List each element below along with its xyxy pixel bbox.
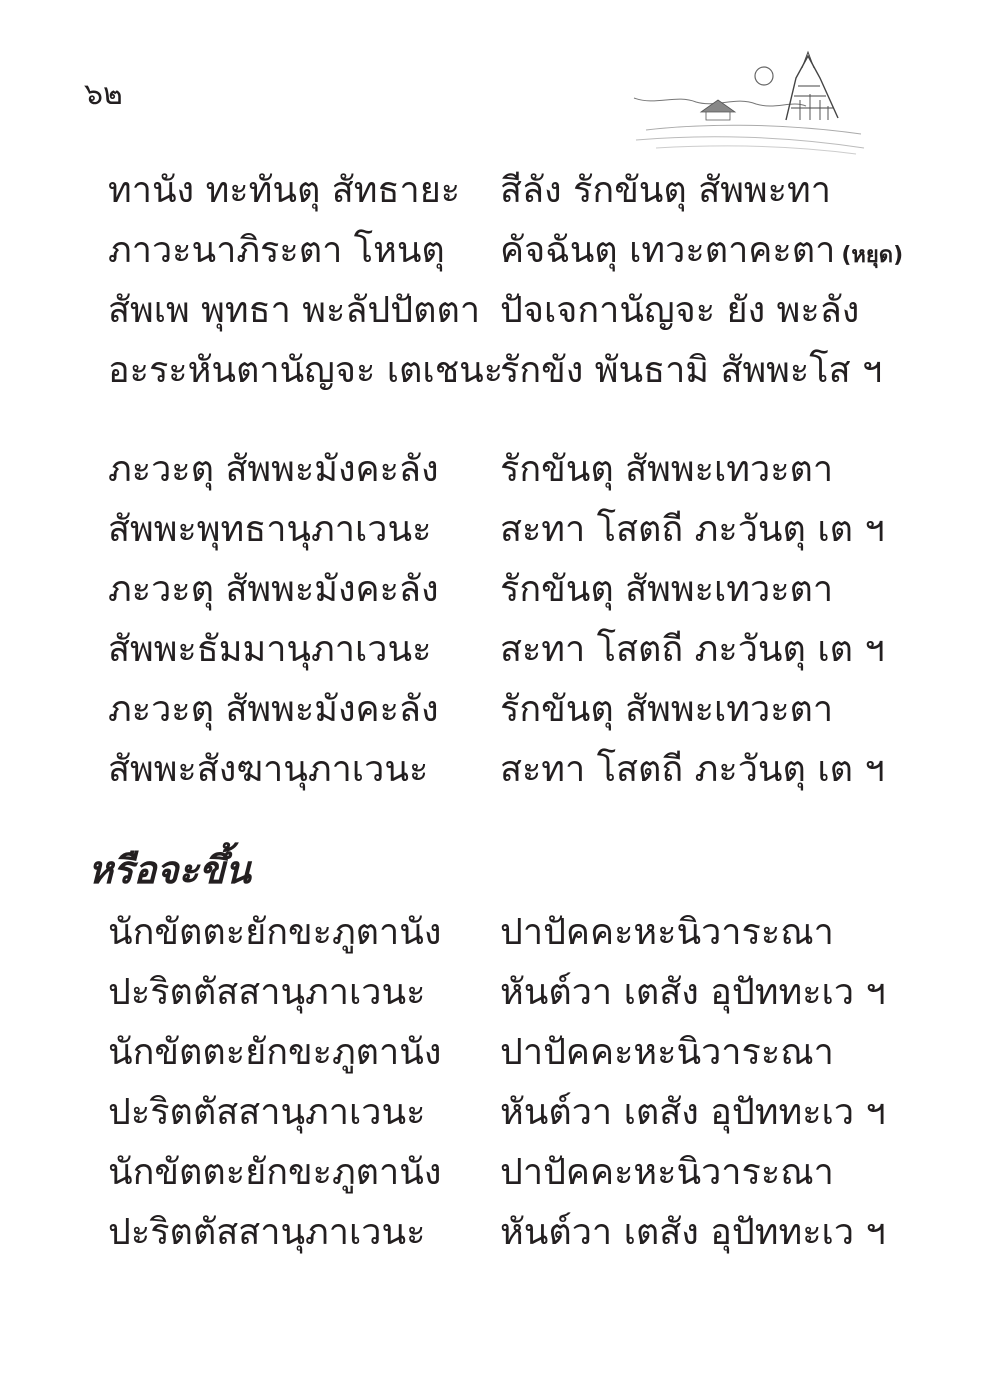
verse-row xyxy=(0,221,1000,281)
verse-left: ทานัง ทะทันตุ สัทธายะ xyxy=(108,170,461,211)
verse-row xyxy=(0,680,1000,740)
verse-left: สัพพะธัมมานุภาเวนะ xyxy=(108,629,432,670)
verse-right: หันต์วา เตสัง อุปัททะเว ฯ xyxy=(500,972,886,1013)
verse-row xyxy=(0,740,1000,800)
temple-landscape-illustration xyxy=(626,48,866,158)
verse-row xyxy=(0,1023,1000,1083)
verse-left: ปะริตตัสสานุภาเวนะ xyxy=(108,972,426,1013)
verse-left: นักขัตตะยักขะภูตานัง xyxy=(108,1032,442,1073)
verse-left: ปะริตตัสสานุภาเวนะ xyxy=(108,1092,426,1133)
verse-right xyxy=(500,161,831,221)
verse-left: สัพพะพุทธานุภาเวนะ xyxy=(108,509,432,550)
verse-row xyxy=(0,1203,1000,1263)
verse-right: สะทา โสตถี ภะวันตุ เต ฯ xyxy=(500,509,885,550)
verse-left: นักขัตตะยักขะภูตานัง xyxy=(108,1152,442,1193)
verse-row xyxy=(0,1143,1000,1203)
verse-right xyxy=(500,281,859,341)
verse-right: สะทา โสตถี ภะวันตุ เต ฯ xyxy=(500,749,885,790)
verse-right-text: สีลัง รักขันตุ สัพพะทา xyxy=(500,170,831,211)
verse-right-text: ปัจเจกานัญจะ ยัง พะลัง xyxy=(500,290,860,331)
verse-row xyxy=(0,963,1000,1023)
verse-left: นักขัตตะยักขะภูตานัง xyxy=(108,912,442,953)
verse-section-1 xyxy=(0,161,1000,401)
verse-right xyxy=(500,221,903,286)
verse-row xyxy=(0,1083,1000,1143)
verse-left: สัพพะสังฆานุภาเวนะ xyxy=(108,749,429,790)
verse-right: ปาปัคคะหะนิวาระณา xyxy=(500,912,834,953)
verse-right: สะทา โสตถี ภะวันตุ เต ฯ xyxy=(500,629,885,670)
verse-row xyxy=(0,281,1000,341)
verse-right: รักขันตุ สัพพะเทวะตา xyxy=(500,569,834,610)
pause-note: (หยุด) xyxy=(841,243,904,268)
verse-right xyxy=(500,341,882,401)
verse-left: ภะวะตุ สัพพะมังคะลัง xyxy=(108,449,439,490)
verse-right-text: รักขัง พันธามิ สัพพะโส ฯ xyxy=(500,350,883,391)
verse-right-text: คัจฉันตุ เทวะตาคะตา xyxy=(500,230,836,271)
verse-left: ภะวะตุ สัพพะมังคะลัง xyxy=(108,569,439,610)
verse-section-3 xyxy=(0,903,1000,1263)
verse-right: หันต์วา เตสัง อุปัททะเว ฯ xyxy=(500,1092,886,1133)
verse-row xyxy=(0,903,1000,963)
verse-left: ภาวะนาภิระตา โหนตุ xyxy=(108,230,445,271)
verse-right: ปาปัคคะหะนิวาระณา xyxy=(500,1032,834,1073)
verse-row xyxy=(0,440,1000,500)
verse-right: ปาปัคคะหะนิวาระณา xyxy=(500,1152,834,1193)
verse-left: ภะวะตุ สัพพะมังคะลัง xyxy=(108,689,439,730)
moon-icon xyxy=(755,67,773,85)
verse-row xyxy=(0,500,1000,560)
verse-right: รักขันตุ สัพพะเทวะตา xyxy=(500,449,834,490)
verse-row xyxy=(0,341,1000,401)
section-heading: หรือจะขึ้น xyxy=(88,848,251,892)
verse-right: รักขันตุ สัพพะเทวะตา xyxy=(500,689,834,730)
verse-left: อะระหันตานัญจะ เตเชนะ xyxy=(108,350,504,391)
page-number: ๖๒ xyxy=(84,77,123,112)
verse-row xyxy=(0,620,1000,680)
verse-left: ปะริตตัสสานุภาเวนะ xyxy=(108,1212,426,1253)
verse-left: สัพเพ พุทธา พะลัปปัตตา xyxy=(108,290,481,331)
verse-row xyxy=(0,161,1000,221)
verse-row xyxy=(0,560,1000,620)
verse-right: หันต์วา เตสัง อุปัททะเว ฯ xyxy=(500,1212,886,1253)
verse-section-2 xyxy=(0,440,1000,800)
